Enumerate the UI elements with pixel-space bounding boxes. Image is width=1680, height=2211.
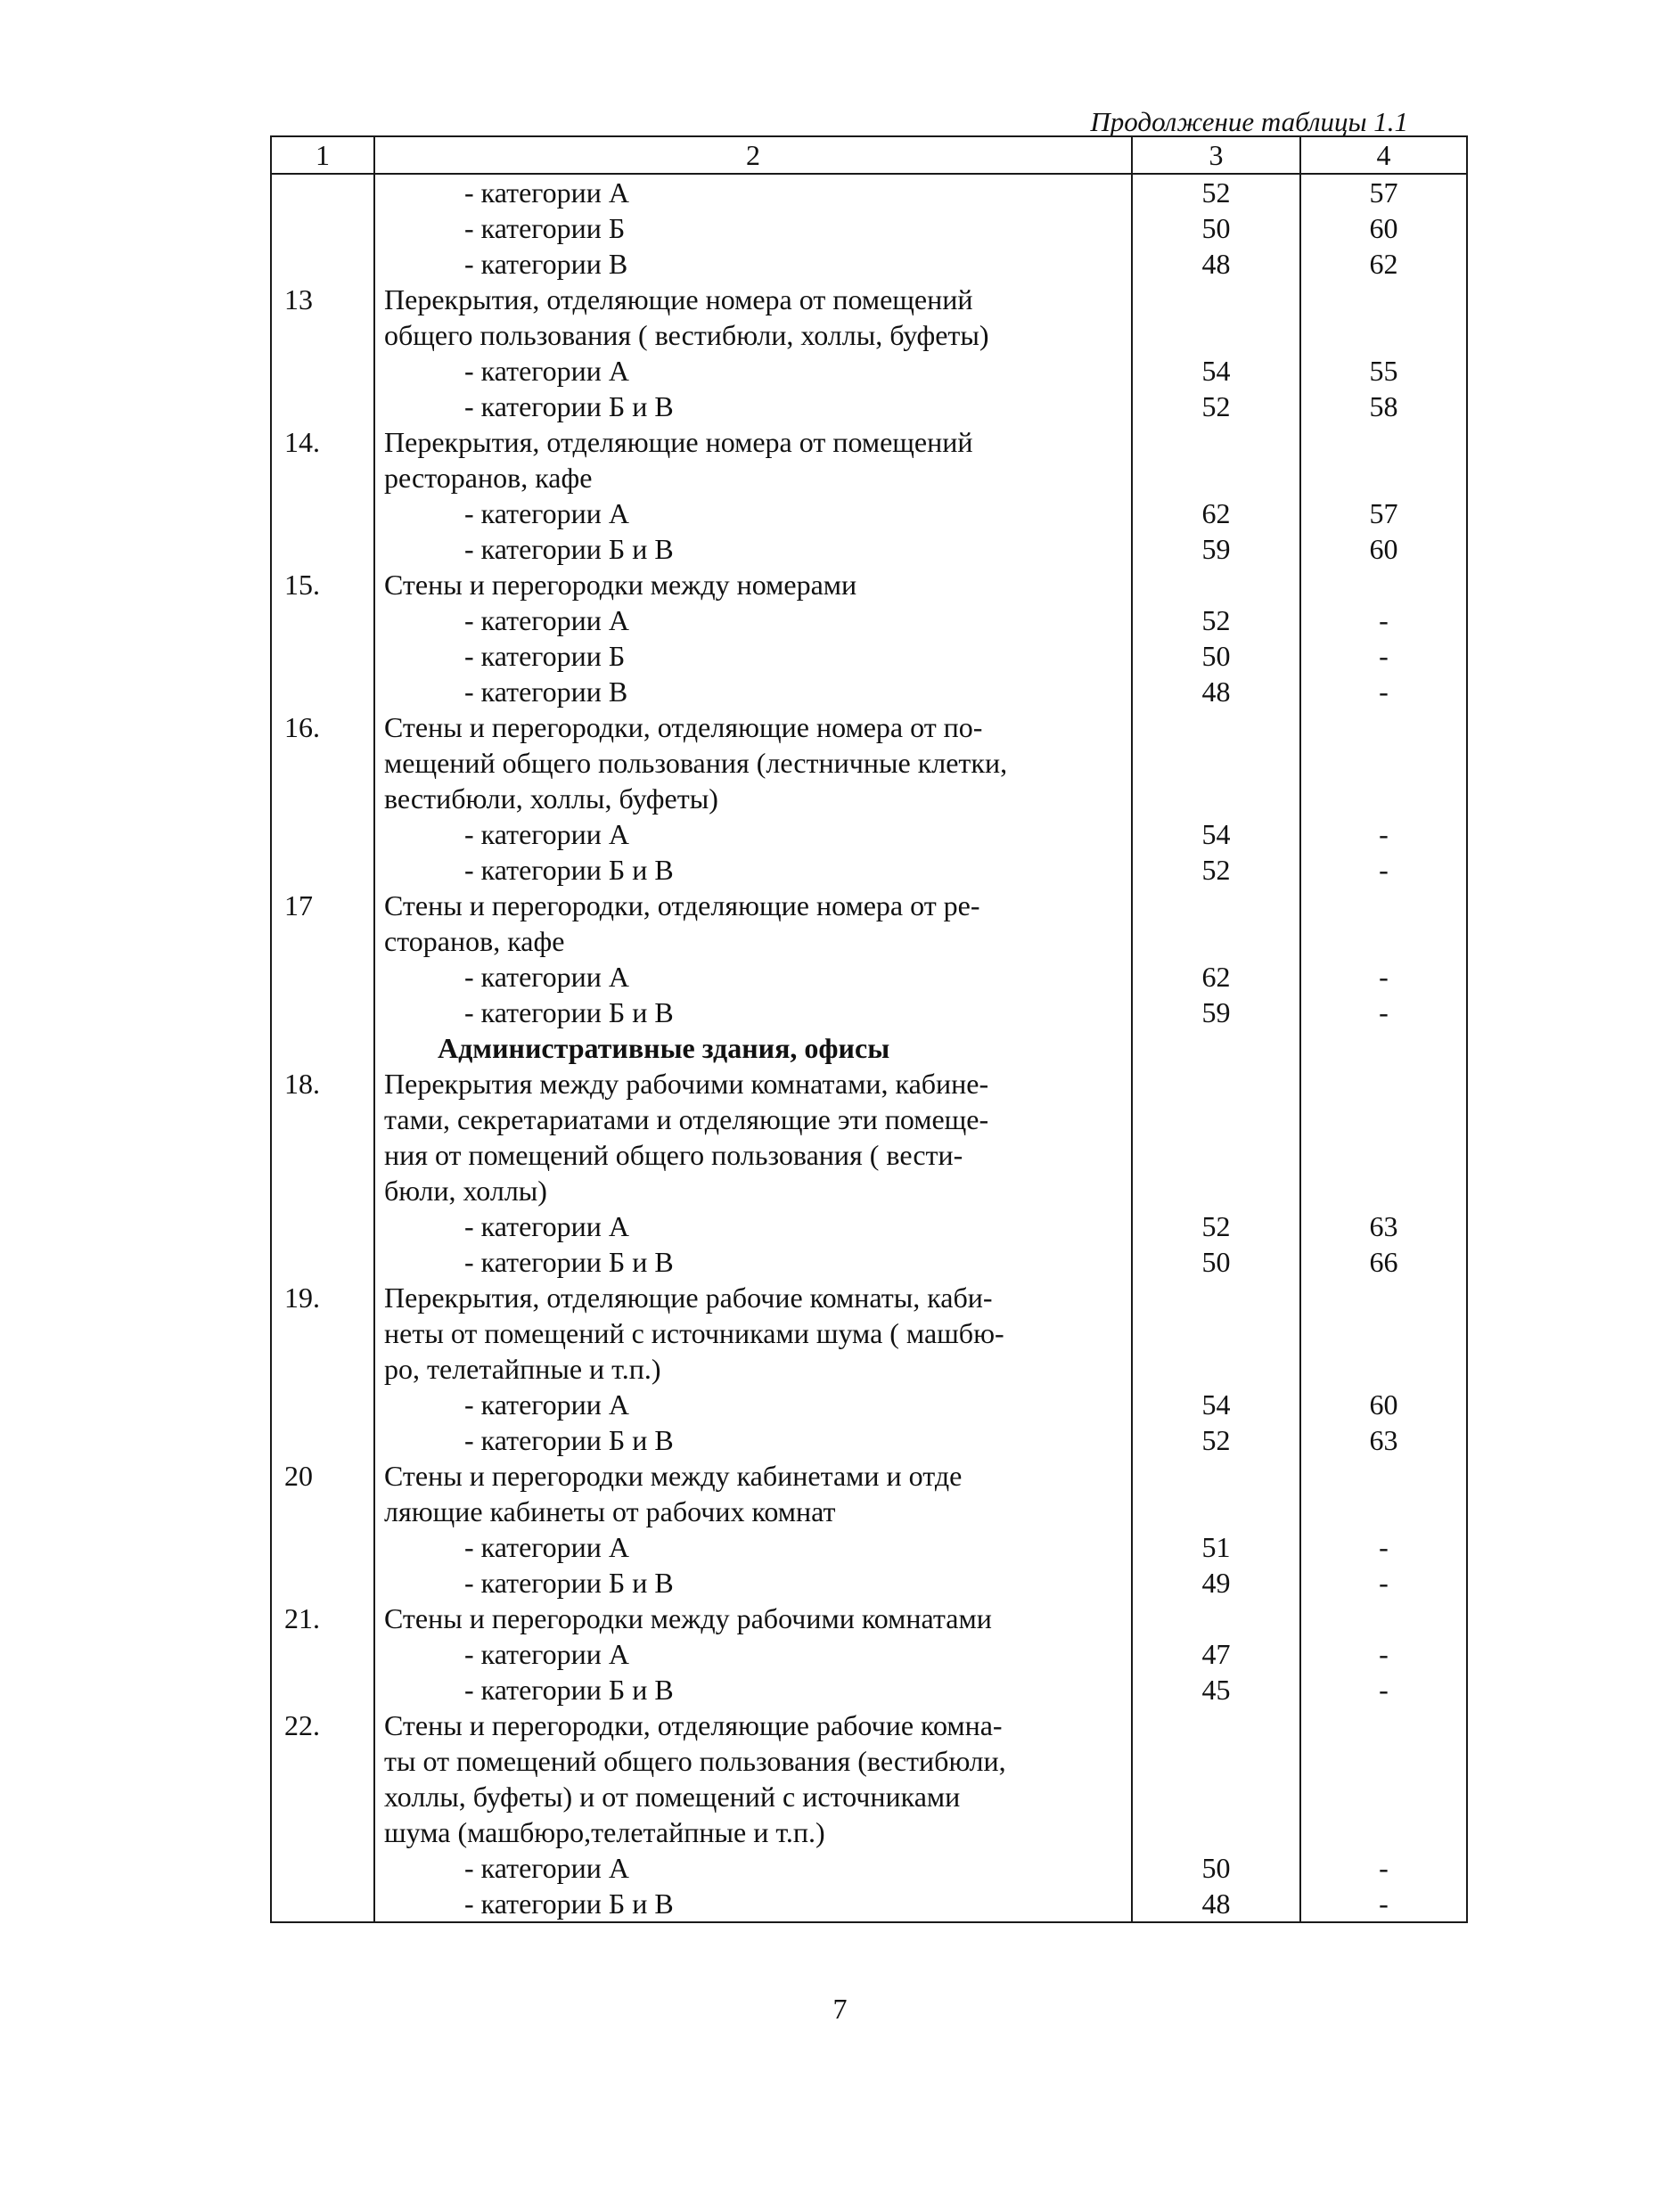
row-description: - категории Б и В (374, 1886, 1132, 1922)
row-description: сторанов, кафе (374, 923, 1132, 959)
row-description: ты от помещений общего пользования (вестибюли, (374, 1743, 1132, 1779)
value-col-4 (1300, 1743, 1467, 1779)
value-col-3: 48 (1132, 1886, 1300, 1922)
row-description: Стены и перегородки, отделяющие номера от ре- (374, 888, 1132, 923)
row-number (271, 353, 374, 389)
table-header (271, 136, 1467, 174)
row-description: холлы, буфеты) и от помещений с источниками (374, 1779, 1132, 1814)
row-number (271, 602, 374, 638)
value-col-3 (1132, 424, 1300, 460)
table-body (271, 174, 1467, 1922)
table-row (271, 888, 1467, 923)
value-col-4 (1300, 1458, 1467, 1494)
row-description: Перекрытия, отделяющие номера от помещений (374, 282, 1132, 317)
value-col-3: 52 (1132, 1208, 1300, 1244)
row-description: Стены и перегородки между номерами (374, 567, 1132, 602)
table-row (271, 1779, 1467, 1814)
row-description: Перекрытия, отделяющие номера от помещений (374, 424, 1132, 460)
table-row (271, 602, 1467, 638)
row-number: 17 (271, 888, 374, 923)
row-number (271, 210, 374, 246)
value-col-3 (1132, 317, 1300, 353)
row-description: - категории А (374, 174, 1132, 210)
value-col-3: 50 (1132, 1850, 1300, 1886)
table-row (271, 1137, 1467, 1173)
table-row (271, 709, 1467, 745)
value-col-4 (1300, 923, 1467, 959)
value-col-4: - (1300, 1565, 1467, 1601)
row-number (271, 1850, 374, 1886)
row-number: 20 (271, 1458, 374, 1494)
table-row (271, 1672, 1467, 1707)
value-col-3: 50 (1132, 210, 1300, 246)
row-number (271, 852, 374, 888)
row-description: тами, секретариатами и отделяющие эти помеще- (374, 1101, 1132, 1137)
row-description: - категории Б и В (374, 852, 1132, 888)
value-col-4 (1300, 1173, 1467, 1208)
row-number: 13 (271, 282, 374, 317)
value-col-4 (1300, 282, 1467, 317)
value-col-4 (1300, 1779, 1467, 1814)
row-number (271, 1315, 374, 1351)
value-col-4: 63 (1300, 1208, 1467, 1244)
table-row (271, 1494, 1467, 1529)
value-col-3 (1132, 1315, 1300, 1351)
value-col-4 (1300, 1066, 1467, 1101)
table-row (271, 1707, 1467, 1743)
value-col-4 (1300, 888, 1467, 923)
value-col-4: - (1300, 1529, 1467, 1565)
row-number (271, 389, 374, 424)
value-col-4 (1300, 1030, 1467, 1066)
value-col-3 (1132, 1458, 1300, 1494)
row-number (271, 781, 374, 816)
table-row (271, 1743, 1467, 1779)
table-row (271, 1280, 1467, 1315)
value-col-4: - (1300, 959, 1467, 995)
value-col-3: 59 (1132, 995, 1300, 1030)
table-row (271, 1244, 1467, 1280)
row-description: - категории А (374, 495, 1132, 531)
value-col-4: 60 (1300, 531, 1467, 567)
value-col-3: 45 (1132, 1672, 1300, 1707)
row-description: - категории А (374, 353, 1132, 389)
table-row (271, 210, 1467, 246)
value-col-3: 52 (1132, 174, 1300, 210)
value-col-3: 49 (1132, 1565, 1300, 1601)
row-number (271, 1672, 374, 1707)
row-description: общего пользования ( вестибюли, холлы, буфеты) (374, 317, 1132, 353)
value-col-4: - (1300, 852, 1467, 888)
value-col-3: 51 (1132, 1529, 1300, 1565)
value-col-4: - (1300, 602, 1467, 638)
value-col-3: 52 (1132, 389, 1300, 424)
row-description: - категории Б и В (374, 531, 1132, 567)
value-col-4 (1300, 1814, 1467, 1850)
value-col-3 (1132, 282, 1300, 317)
value-col-4 (1300, 460, 1467, 495)
table-row (271, 1529, 1467, 1565)
row-number (271, 1101, 374, 1137)
row-number (271, 1208, 374, 1244)
table-row (271, 460, 1467, 495)
value-col-3 (1132, 923, 1300, 959)
row-description: Стены и перегородки между кабинетами и отде (374, 1458, 1132, 1494)
row-description: - категории Б и В (374, 1422, 1132, 1458)
row-number (271, 1422, 374, 1458)
row-description: Перекрытия, отделяющие рабочие комнаты, каби- (374, 1280, 1132, 1315)
row-description: - категории А (374, 816, 1132, 852)
row-number: 21. (271, 1601, 374, 1636)
value-col-3 (1132, 1101, 1300, 1137)
row-number (271, 1814, 374, 1850)
row-description: - категории Б и В (374, 995, 1132, 1030)
value-col-3: 54 (1132, 1387, 1300, 1422)
table-caption: Продолжение таблицы 1.1 (1090, 106, 1408, 137)
value-col-4: 58 (1300, 389, 1467, 424)
value-col-4 (1300, 781, 1467, 816)
value-col-3 (1132, 1137, 1300, 1173)
value-col-3: 62 (1132, 959, 1300, 995)
value-col-4 (1300, 745, 1467, 781)
row-number: 18. (271, 1066, 374, 1101)
value-col-3: 62 (1132, 495, 1300, 531)
row-description: ния от помещений общего пользования ( вести- (374, 1137, 1132, 1173)
value-col-3 (1132, 460, 1300, 495)
value-col-3: 47 (1132, 1636, 1300, 1672)
value-col-3: 59 (1132, 531, 1300, 567)
row-number: 15. (271, 567, 374, 602)
table-row (271, 317, 1467, 353)
value-col-3: 50 (1132, 638, 1300, 674)
header-col-4: 4 (1300, 136, 1467, 174)
row-description: вестибюли, холлы, буфеты) (374, 781, 1132, 816)
value-col-3 (1132, 1743, 1300, 1779)
value-col-4 (1300, 1351, 1467, 1387)
table-row (271, 1387, 1467, 1422)
value-col-3: 54 (1132, 816, 1300, 852)
row-description: - категории А (374, 959, 1132, 995)
value-col-4: - (1300, 816, 1467, 852)
row-description: - категории А (374, 602, 1132, 638)
row-description: - категории Б и В (374, 1672, 1132, 1707)
table-row (271, 816, 1467, 852)
norms-table (270, 135, 1468, 1923)
row-number (271, 1886, 374, 1922)
value-col-4: 57 (1300, 495, 1467, 531)
value-col-3 (1132, 781, 1300, 816)
value-col-4: 57 (1300, 174, 1467, 210)
value-col-4: 55 (1300, 353, 1467, 389)
table-row (271, 1422, 1467, 1458)
value-col-4 (1300, 1601, 1467, 1636)
row-description: шума (машбюро,телетайпные и т.п.) (374, 1814, 1132, 1850)
value-col-4: 62 (1300, 246, 1467, 282)
row-number (271, 174, 374, 210)
value-col-3 (1132, 1351, 1300, 1387)
value-col-4: - (1300, 1886, 1467, 1922)
value-col-4: - (1300, 1672, 1467, 1707)
table-row (271, 1351, 1467, 1387)
value-col-3: 50 (1132, 1244, 1300, 1280)
value-col-3 (1132, 1030, 1300, 1066)
row-description: Стены и перегородки, отделяющие номера от по- (374, 709, 1132, 745)
value-col-4: 63 (1300, 1422, 1467, 1458)
value-col-3: 54 (1132, 353, 1300, 389)
row-number (271, 959, 374, 995)
row-description: бюли, холлы) (374, 1173, 1132, 1208)
row-description: - категории В (374, 246, 1132, 282)
table-row (271, 1458, 1467, 1494)
row-number (271, 816, 374, 852)
row-number (271, 1387, 374, 1422)
value-col-3: 52 (1132, 1422, 1300, 1458)
header-col-2: 2 (374, 136, 1132, 174)
value-col-4 (1300, 1137, 1467, 1173)
table-row (271, 1066, 1467, 1101)
row-description: ресторанов, кафе (374, 460, 1132, 495)
value-col-4: 66 (1300, 1244, 1467, 1280)
table-row (271, 745, 1467, 781)
row-description: - категории А (374, 1387, 1132, 1422)
table-row (271, 282, 1467, 317)
row-number (271, 638, 374, 674)
value-col-3 (1132, 709, 1300, 745)
value-col-3 (1132, 1601, 1300, 1636)
header-col-3: 3 (1132, 136, 1300, 174)
row-number (271, 1565, 374, 1601)
table-row (271, 923, 1467, 959)
value-col-3 (1132, 745, 1300, 781)
value-col-3: 52 (1132, 602, 1300, 638)
section-heading: Административные здания, офисы (374, 1030, 1132, 1066)
value-col-4 (1300, 1494, 1467, 1529)
table-row (271, 1101, 1467, 1137)
row-description: - категории Б и В (374, 1565, 1132, 1601)
value-col-4: 60 (1300, 210, 1467, 246)
table-row (271, 567, 1467, 602)
row-number (271, 1030, 374, 1066)
table-row (271, 674, 1467, 709)
value-col-3 (1132, 567, 1300, 602)
value-col-4: - (1300, 638, 1467, 674)
row-number (271, 745, 374, 781)
row-description: мещений общего пользования (лестничные клетки, (374, 745, 1132, 781)
row-number (271, 995, 374, 1030)
row-description: Стены и перегородки между рабочими комнатами (374, 1601, 1132, 1636)
value-col-4 (1300, 1280, 1467, 1315)
row-description: - категории Б и В (374, 389, 1132, 424)
table-row (271, 1601, 1467, 1636)
value-col-4 (1300, 317, 1467, 353)
row-description: - категории А (374, 1529, 1132, 1565)
row-number: 16. (271, 709, 374, 745)
table-row (271, 495, 1467, 531)
value-col-4: - (1300, 1636, 1467, 1672)
row-number (271, 460, 374, 495)
row-number (271, 1529, 374, 1565)
row-number (271, 1743, 374, 1779)
row-number (271, 1137, 374, 1173)
row-number (271, 246, 374, 282)
table-row (271, 1208, 1467, 1244)
value-col-4 (1300, 709, 1467, 745)
row-description: ро, телетайпные и т.п.) (374, 1351, 1132, 1387)
row-number (271, 317, 374, 353)
table-row (271, 1814, 1467, 1850)
row-description: неты от помещений с источниками шума ( машбю- (374, 1315, 1132, 1351)
value-col-3 (1132, 1066, 1300, 1101)
value-col-3 (1132, 1779, 1300, 1814)
table-row (271, 1030, 1467, 1066)
table-row (271, 638, 1467, 674)
value-col-4 (1300, 1315, 1467, 1351)
row-description: - категории Б (374, 210, 1132, 246)
row-description: - категории А (374, 1850, 1132, 1886)
row-number (271, 1636, 374, 1672)
row-number: 14. (271, 424, 374, 460)
value-col-4 (1300, 1101, 1467, 1137)
value-col-4: 60 (1300, 1387, 1467, 1422)
table-row (271, 959, 1467, 995)
row-description: ляющие кабинеты от рабочих комнат (374, 1494, 1132, 1529)
table-row (271, 531, 1467, 567)
value-col-3 (1132, 1173, 1300, 1208)
row-number (271, 1779, 374, 1814)
table-row (271, 246, 1467, 282)
table-row (271, 424, 1467, 460)
row-number (271, 923, 374, 959)
table-row (271, 1173, 1467, 1208)
value-col-3 (1132, 1814, 1300, 1850)
table-row (271, 174, 1467, 210)
value-col-3 (1132, 1707, 1300, 1743)
value-col-3: 48 (1132, 674, 1300, 709)
table-row (271, 353, 1467, 389)
value-col-3 (1132, 1280, 1300, 1315)
table-row (271, 1315, 1467, 1351)
value-col-4 (1300, 424, 1467, 460)
value-col-3: 48 (1132, 246, 1300, 282)
value-col-4: - (1300, 674, 1467, 709)
row-description: - категории Б и В (374, 1244, 1132, 1280)
row-number (271, 1244, 374, 1280)
table-row (271, 1886, 1467, 1922)
value-col-4: - (1300, 1850, 1467, 1886)
page-number: 7 (832, 1993, 848, 2025)
table-row (271, 389, 1467, 424)
row-number (271, 1173, 374, 1208)
row-number (271, 531, 374, 567)
value-col-3 (1132, 1494, 1300, 1529)
row-description: Перекрытия между рабочими комнатами, кабине- (374, 1066, 1132, 1101)
table-row (271, 852, 1467, 888)
value-col-4: - (1300, 995, 1467, 1030)
row-number: 19. (271, 1280, 374, 1315)
row-description: - категории А (374, 1208, 1132, 1244)
row-description: - категории В (374, 674, 1132, 709)
row-number: 22. (271, 1707, 374, 1743)
header-col-1: 1 (271, 136, 374, 174)
value-col-4 (1300, 567, 1467, 602)
value-col-3: 52 (1132, 852, 1300, 888)
row-description: - категории А (374, 1636, 1132, 1672)
row-number (271, 495, 374, 531)
value-col-4 (1300, 1707, 1467, 1743)
table-row (271, 1565, 1467, 1601)
table-row (271, 995, 1467, 1030)
row-description: - категории Б (374, 638, 1132, 674)
row-number (271, 1351, 374, 1387)
row-number (271, 674, 374, 709)
table-row (271, 1636, 1467, 1672)
row-number (271, 1494, 374, 1529)
value-col-3 (1132, 888, 1300, 923)
table-row (271, 781, 1467, 816)
table-row (271, 1850, 1467, 1886)
row-description: Стены и перегородки, отделяющие рабочие комна- (374, 1707, 1132, 1743)
